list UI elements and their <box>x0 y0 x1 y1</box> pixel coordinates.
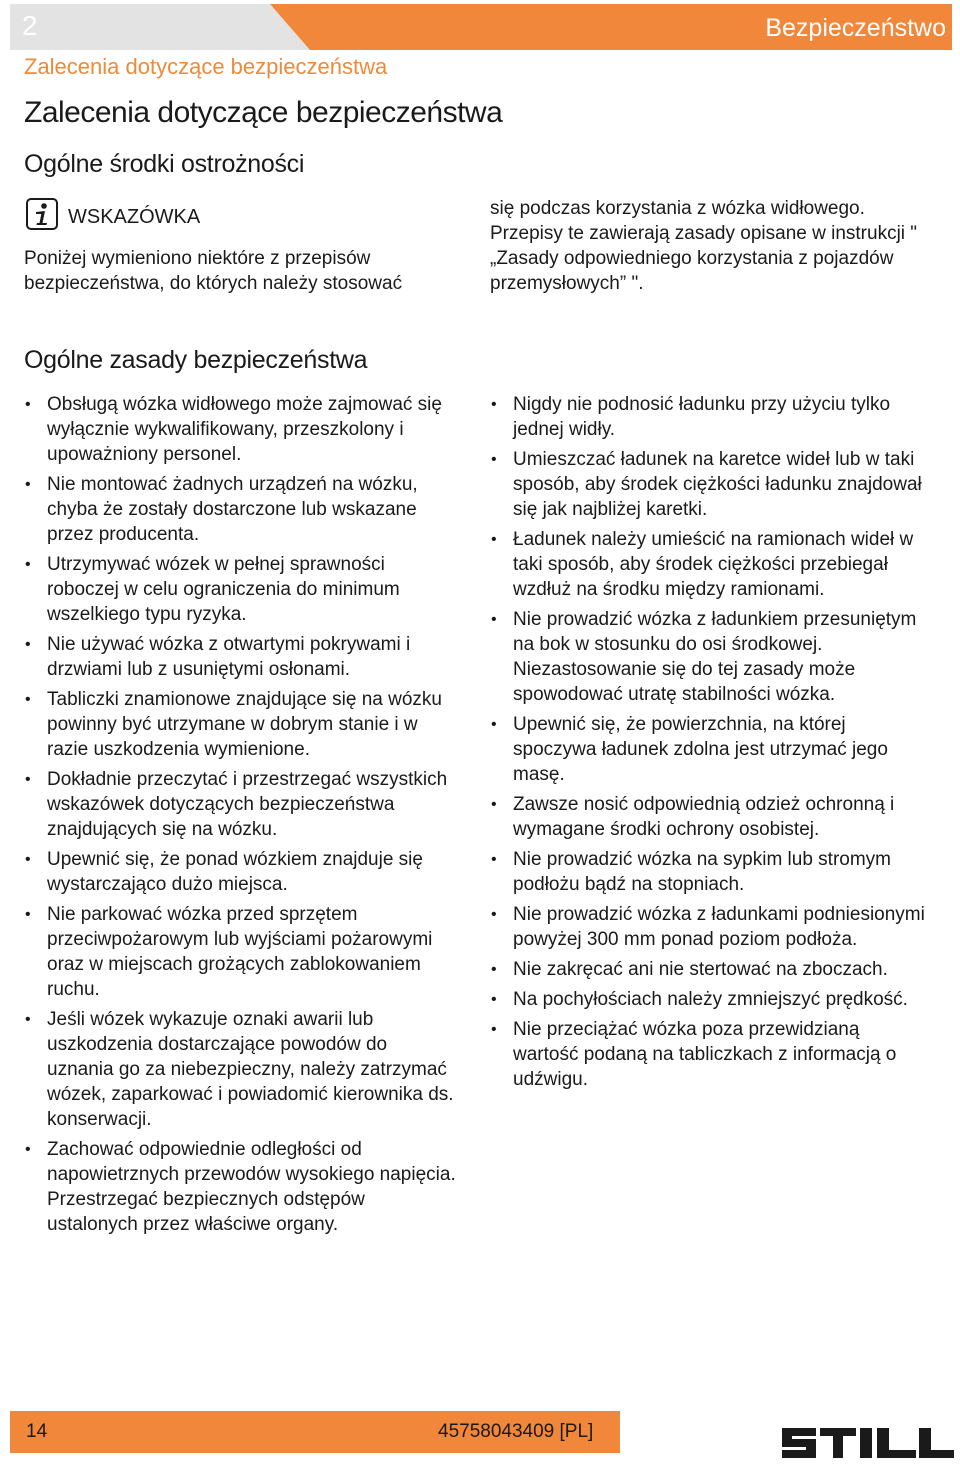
running-subtitle: Zalecenia dotyczące bezpieczeństwa <box>24 54 388 79</box>
list-item: • Ładunek należy umieścić na ramionach wideł w taki sposób, aby środek ciężkości przebiegał wzdłuż na środku między ramionami. <box>490 527 930 602</box>
list-item: • Upewnić się, że ponad wózkiem znajduje się wystarczająco dużo miejsca. <box>24 847 456 897</box>
page-title: Zalecenia dotyczące bezpieczeństwa <box>24 96 503 129</box>
list-item: • Nie parkować wózka przed sprzętem przeciwpożarowym lub wyjściami pożarowymi oraz w miejscach grożących zablokowaniem ruchu. <box>24 902 456 1002</box>
list-item: • Umieszczać ładunek na karetce wideł lub w taki sposób, aby środek ciężkości ładunku znajdował się jak najbliżej karetki. <box>490 447 930 522</box>
list-item: • Jeśli wózek wykazuje oznaki awarii lub uszkodzenia dostarczające powodów do uznania go za niebezpieczny, należy zatrzymać wózek, zaparkować i powiadomić kierownika ds. konserwacji. <box>24 1007 456 1132</box>
notice-text-right-c: ". <box>626 273 644 294</box>
notice-text-right <box>490 196 930 296</box>
rules-list-left <box>24 392 456 1242</box>
list-item: • Nie prowadzić wózka na sypkim lub stromym podłożu bądź na stopniach. <box>490 847 930 897</box>
list-item: • Zawsze nosić odpowiednią odzież ochronną i wymagane środki ochrony osobistej. <box>490 792 930 842</box>
list-item: • Nie montować żadnych urządzeń na wózku, chyba że zostały dostarczone lub wskazane przez producenta. <box>24 472 456 547</box>
list-item: • Nie prowadzić wózka z ładunkiem przesuniętym na bok w stosunku do osi środkowej. Niezastosowanie się do tej zasady może spowodować utratę stabilności wózka. <box>490 607 930 707</box>
list-item: • Dokładnie przeczytać i przestrzegać wszystkich wskazówek dotyczących bezpieczeństwa znajdujących się na wózku. <box>24 767 456 842</box>
list-item: • Obsługą wózka widłowego może zajmować się wyłącznie wykwalifikowany, przeszkolony i upoważniony personel. <box>24 392 456 467</box>
still-logo <box>780 1426 956 1460</box>
list-item: • Na pochyłościach należy zmniejszyć prędkość. <box>490 987 930 1012</box>
list-item: • Nie przeciążać wózka poza przewidzianą wartość podaną na tabliczkach z informacją o udźwigu. <box>490 1017 930 1092</box>
list-item: • Tabliczki znamionowe znajdujące się na wózku powinny być utrzymane w dobrym stanie i w razie uszkodzenia wymienione. <box>24 687 456 762</box>
list-item: • Nie prowadzić wózka z ładunkami podniesionymi powyżej 300 mm ponad poziom podłoża. <box>490 902 930 952</box>
page-number: 14 <box>26 1421 48 1442</box>
info-icon <box>26 198 58 230</box>
list-item: • Nigdy nie podnosić ładunku przy użyciu tylko jednej widły. <box>490 392 930 442</box>
list-item: • Utrzymywać wózek w pełnej sprawności roboczej w celu ograniczenia do minimum wszelkiego typu ryzyka. <box>24 552 456 627</box>
notice-text-right-a: się podczas korzystania z wózka widłowego. Przepisy te zawierają zasady opisane w instrukcji " <box>490 198 918 244</box>
chapter-number: 2 <box>22 10 38 41</box>
chapter-title: Bezpieczeństwo <box>765 14 946 42</box>
list-item: • Zachować odpowiednie odległości od napowietrznych przewodów wysokiego napięcia. Przestrzegać bezpiecznych odstępów ustalonych przez właściwe organy. <box>24 1137 456 1237</box>
list-item: • Upewnić się, że powierzchnia, na której spoczywa ładunek zdolna jest utrzymać jego masę. <box>490 712 930 787</box>
section-title-general-precautions: Ogólne środki ostrożności <box>24 150 305 178</box>
list-item: • Nie zakręcać ani nie stertować na zboczach. <box>490 957 930 982</box>
rules-list-right <box>490 392 930 1097</box>
notice-label: WSKAZÓWKA <box>68 206 201 228</box>
section-title-general-rules: Ogólne zasady bezpieczeństwa <box>24 346 368 374</box>
notice-text-left: Poniżej wymieniono niektóre z przepisów bezpieczeństwa, do których należy stosować <box>24 248 403 294</box>
document-code: 45758043409 [PL] <box>438 1421 594 1442</box>
list-item: • Nie używać wózka z otwartymi pokrywami i drzwiami lub z usuniętymi osłonami. <box>24 632 456 682</box>
notice-text-right-link: „Zasady odpowiedniego korzystania z pojazdów przemysłowych” <box>490 248 894 294</box>
